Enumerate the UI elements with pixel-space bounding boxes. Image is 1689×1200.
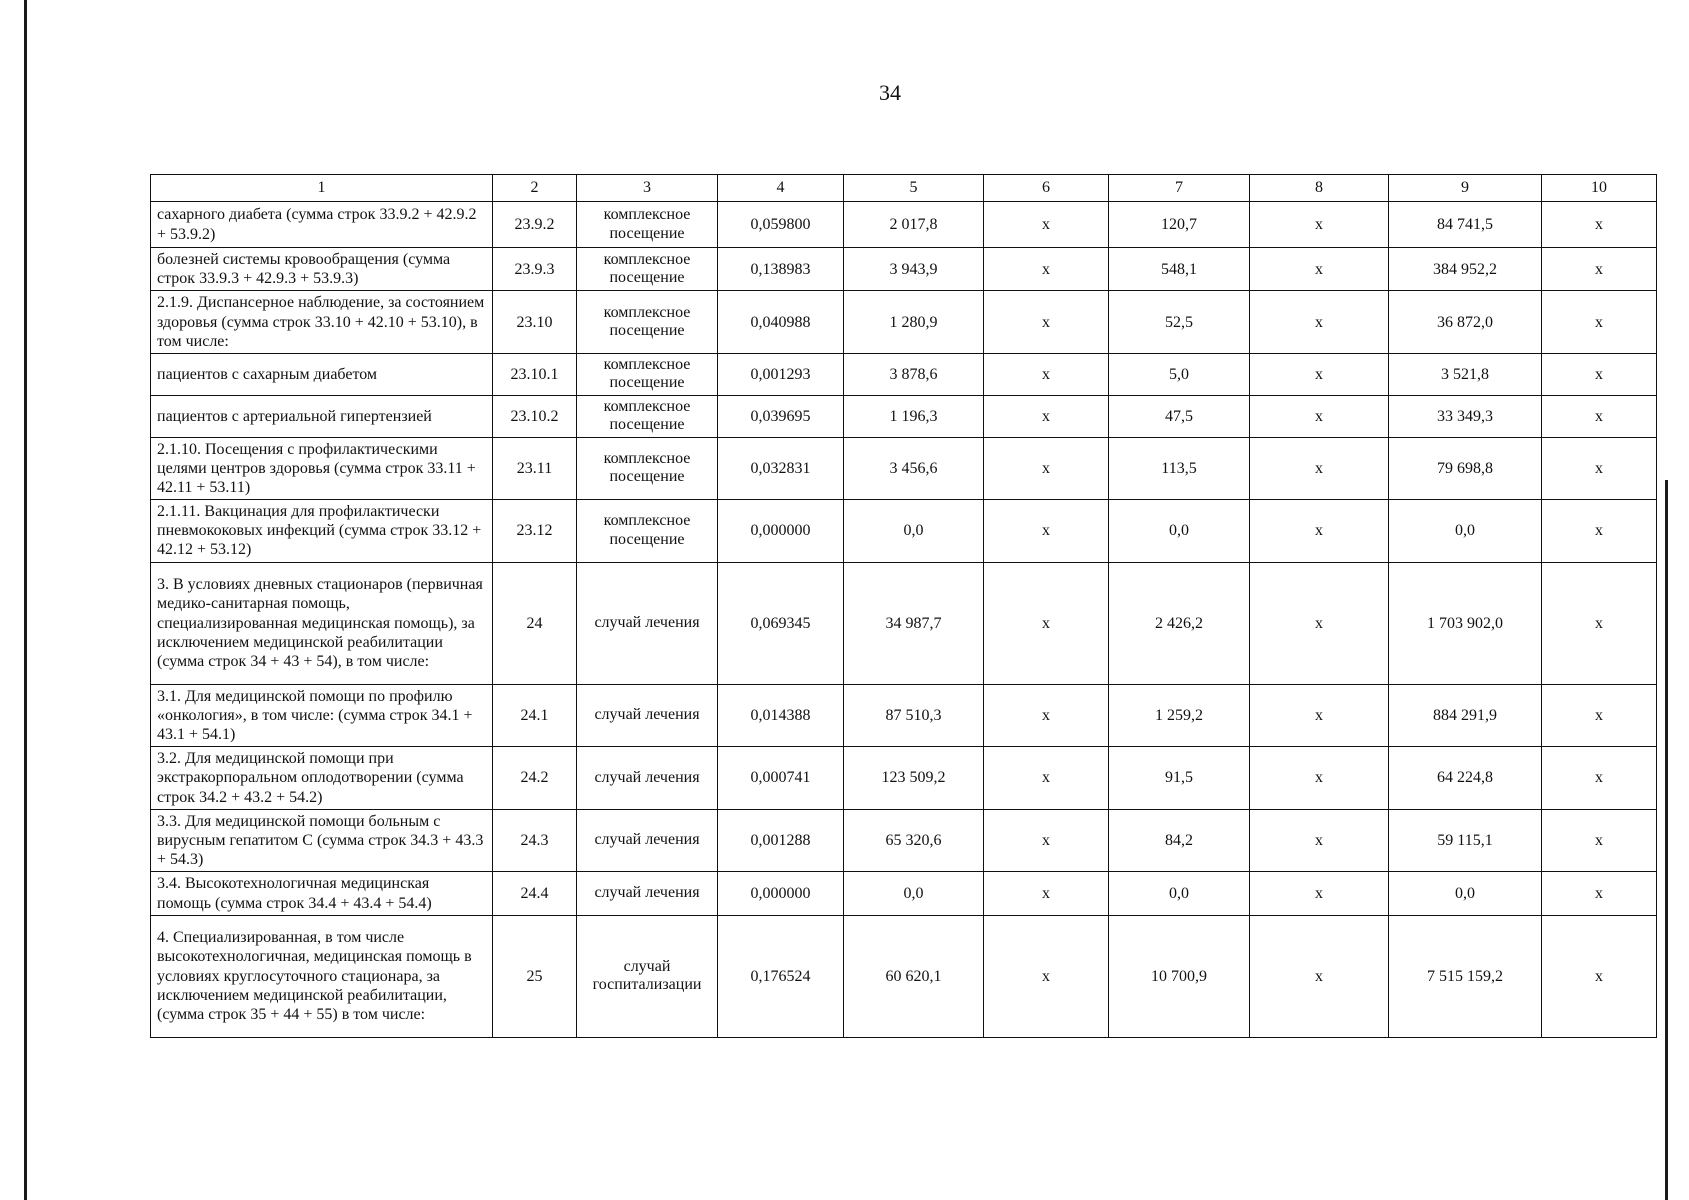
unit-cell: комплексное посещение bbox=[577, 291, 718, 354]
col-4-cell: 0,001288 bbox=[718, 809, 844, 872]
col-7-cell: 113,5 bbox=[1109, 437, 1250, 500]
col-6-cell: х bbox=[984, 437, 1109, 500]
col-8-cell: х bbox=[1250, 291, 1389, 354]
table-row bbox=[151, 395, 1657, 437]
col-10-cell: х bbox=[1542, 291, 1657, 354]
indicator-name-cell: 3.3. Для медицинской помощи больным с вирусным гепатитом С (сумма строк 34.3 + 43.3 + 54.3) bbox=[151, 809, 493, 872]
indicator-name-cell: 2.1.9. Диспансерное наблюдение, за состоянием здоровья (сумма строк 33.10 + 42.10 + 53.10), в том числе: bbox=[151, 291, 493, 354]
col-10-cell: х bbox=[1542, 395, 1657, 437]
indicator-name-cell: пациентов с артериальной гипертензией bbox=[151, 395, 493, 437]
page-number: 34 bbox=[879, 80, 901, 105]
col-5-cell: 60 620,1 bbox=[844, 915, 984, 1037]
unit-cell: случай лечения bbox=[577, 872, 718, 915]
col-5-cell: 123 509,2 bbox=[844, 747, 984, 810]
col-5-cell: 3 878,6 bbox=[844, 353, 984, 395]
header-cell: 8 bbox=[1250, 175, 1389, 202]
unit-cell: комплексное посещение bbox=[577, 248, 718, 291]
col-4-cell: 0,040988 bbox=[718, 291, 844, 354]
col-5-cell: 0,0 bbox=[844, 872, 984, 915]
row-code-cell: 25 bbox=[493, 915, 577, 1037]
table-row bbox=[151, 202, 1657, 248]
col-6-cell: х bbox=[984, 395, 1109, 437]
data-table bbox=[150, 174, 1657, 1038]
col-5-cell: 3 943,9 bbox=[844, 248, 984, 291]
col-9-cell: 59 115,1 bbox=[1389, 809, 1542, 872]
col-9-cell: 1 703 902,0 bbox=[1389, 562, 1542, 684]
col-7-cell: 52,5 bbox=[1109, 291, 1250, 354]
unit-cell: случай лечения bbox=[577, 562, 718, 684]
col-6-cell: х bbox=[984, 248, 1109, 291]
col-7-cell: 47,5 bbox=[1109, 395, 1250, 437]
col-8-cell: х bbox=[1250, 248, 1389, 291]
col-4-cell: 0,059800 bbox=[718, 202, 844, 248]
header-cell: 10 bbox=[1542, 175, 1657, 202]
row-code-cell: 24 bbox=[493, 562, 577, 684]
col-9-cell: 0,0 bbox=[1389, 872, 1542, 915]
table-row bbox=[151, 353, 1657, 395]
header-cell: 3 bbox=[577, 175, 718, 202]
col-8-cell: х bbox=[1250, 437, 1389, 500]
row-code-cell: 23.11 bbox=[493, 437, 577, 500]
unit-cell: случай лечения bbox=[577, 684, 718, 747]
indicator-name-cell: 3.4. Высокотехнологичная медицинская помощь (сумма строк 34.4 + 43.4 + 54.4) bbox=[151, 872, 493, 915]
col-9-cell: 79 698,8 bbox=[1389, 437, 1542, 500]
col-8-cell: х bbox=[1250, 809, 1389, 872]
col-10-cell: х bbox=[1542, 437, 1657, 500]
col-8-cell: х bbox=[1250, 202, 1389, 248]
header-row bbox=[151, 175, 1657, 202]
indicator-name-cell: сахарного диабета (сумма строк 33.9.2 + 42.9.2 + 53.9.2) bbox=[151, 202, 493, 248]
col-10-cell: х bbox=[1542, 809, 1657, 872]
unit-cell: комплексное посещение bbox=[577, 437, 718, 500]
indicator-name-cell: 4. Специализированная, в том числе высокотехнологичная, медицинская помощь в условиях круглосуточного стационара, за исключением медицинской реабилитации, (сумма строк 35 + 44 + 55) в том числе: bbox=[151, 915, 493, 1037]
header-cell: 7 bbox=[1109, 175, 1250, 202]
col-6-cell: х bbox=[984, 747, 1109, 810]
row-code-cell: 23.9.3 bbox=[493, 248, 577, 291]
col-9-cell: 884 291,9 bbox=[1389, 684, 1542, 747]
col-6-cell: х bbox=[984, 291, 1109, 354]
table-row bbox=[151, 915, 1657, 1037]
row-code-cell: 23.12 bbox=[493, 500, 577, 563]
row-code-cell: 24.2 bbox=[493, 747, 577, 810]
col-4-cell: 0,014388 bbox=[718, 684, 844, 747]
col-4-cell: 0,039695 bbox=[718, 395, 844, 437]
unit-cell: комплексное посещение bbox=[577, 395, 718, 437]
col-6-cell: х bbox=[984, 684, 1109, 747]
row-code-cell: 24.3 bbox=[493, 809, 577, 872]
col-6-cell: х bbox=[984, 562, 1109, 684]
scan-edge-left bbox=[24, 0, 27, 1200]
col-10-cell: х bbox=[1542, 500, 1657, 563]
col-5-cell: 65 320,6 bbox=[844, 809, 984, 872]
indicator-name-cell: 3. В условиях дневных стационаров (первичная медико-санитарная помощь, специализированная медицинская помощь), за исключением медицинской реабилитации (сумма строк 34 + 43 + 54), в том числе: bbox=[151, 562, 493, 684]
row-code-cell: 23.10.1 bbox=[493, 353, 577, 395]
unit-cell: комплексное посещение bbox=[577, 500, 718, 563]
row-code-cell: 24.1 bbox=[493, 684, 577, 747]
indicator-name-cell: 2.1.11. Вакцинация для профилактически пневмококовых инфекций (сумма строк 33.12 + 42.12 + 53.12) bbox=[151, 500, 493, 563]
table-row bbox=[151, 747, 1657, 810]
indicator-name-cell: болезней системы кровообращения (сумма строк 33.9.3 + 42.9.3 + 53.9.3) bbox=[151, 248, 493, 291]
header-cell: 2 bbox=[493, 175, 577, 202]
col-6-cell: х bbox=[984, 202, 1109, 248]
unit-cell: комплексное посещение bbox=[577, 202, 718, 248]
col-4-cell: 0,069345 bbox=[718, 562, 844, 684]
col-6-cell: х bbox=[984, 872, 1109, 915]
col-4-cell: 0,138983 bbox=[718, 248, 844, 291]
col-8-cell: х bbox=[1250, 747, 1389, 810]
col-8-cell: х bbox=[1250, 395, 1389, 437]
col-9-cell: 3 521,8 bbox=[1389, 353, 1542, 395]
col-8-cell: х bbox=[1250, 562, 1389, 684]
col-5-cell: 87 510,3 bbox=[844, 684, 984, 747]
indicator-name-cell: пациентов с сахарным диабетом bbox=[151, 353, 493, 395]
row-code-cell: 23.9.2 bbox=[493, 202, 577, 248]
unit-cell: случай лечения bbox=[577, 809, 718, 872]
col-9-cell: 84 741,5 bbox=[1389, 202, 1542, 248]
indicator-name-cell: 2.1.10. Посещения с профилактическими целями центров здоровья (сумма строк 33.11 + 42.11 + 53.11) bbox=[151, 437, 493, 500]
col-5-cell: 2 017,8 bbox=[844, 202, 984, 248]
col-10-cell: х bbox=[1542, 684, 1657, 747]
col-9-cell: 33 349,3 bbox=[1389, 395, 1542, 437]
table-row bbox=[151, 809, 1657, 872]
col-6-cell: х bbox=[984, 500, 1109, 563]
col-5-cell: 3 456,6 bbox=[844, 437, 984, 500]
table-row bbox=[151, 500, 1657, 563]
col-7-cell: 120,7 bbox=[1109, 202, 1250, 248]
table-row bbox=[151, 562, 1657, 684]
col-7-cell: 548,1 bbox=[1109, 248, 1250, 291]
col-8-cell: х bbox=[1250, 500, 1389, 563]
header-cell: 5 bbox=[844, 175, 984, 202]
col-7-cell: 2 426,2 bbox=[1109, 562, 1250, 684]
col-5-cell: 1 280,9 bbox=[844, 291, 984, 354]
table-row bbox=[151, 291, 1657, 354]
col-4-cell: 0,032831 bbox=[718, 437, 844, 500]
col-8-cell: х bbox=[1250, 872, 1389, 915]
col-7-cell: 1 259,2 bbox=[1109, 684, 1250, 747]
col-4-cell: 0,000741 bbox=[718, 747, 844, 810]
unit-cell: случай госпитализации bbox=[577, 915, 718, 1037]
col-10-cell: х bbox=[1542, 353, 1657, 395]
header-cell: 4 bbox=[718, 175, 844, 202]
col-5-cell: 1 196,3 bbox=[844, 395, 984, 437]
row-code-cell: 23.10 bbox=[493, 291, 577, 354]
col-8-cell: х bbox=[1250, 915, 1389, 1037]
row-code-cell: 24.4 bbox=[493, 872, 577, 915]
col-6-cell: х bbox=[984, 809, 1109, 872]
col-7-cell: 0,0 bbox=[1109, 872, 1250, 915]
col-9-cell: 7 515 159,2 bbox=[1389, 915, 1542, 1037]
unit-cell: комплексное посещение bbox=[577, 353, 718, 395]
col-9-cell: 0,0 bbox=[1389, 500, 1542, 563]
col-8-cell: х bbox=[1250, 353, 1389, 395]
col-5-cell: 0,0 bbox=[844, 500, 984, 563]
unit-cell: случай лечения bbox=[577, 747, 718, 810]
col-7-cell: 10 700,9 bbox=[1109, 915, 1250, 1037]
col-7-cell: 0,0 bbox=[1109, 500, 1250, 563]
row-code-cell: 23.10.2 bbox=[493, 395, 577, 437]
col-10-cell: х bbox=[1542, 915, 1657, 1037]
col-8-cell: х bbox=[1250, 684, 1389, 747]
col-9-cell: 384 952,2 bbox=[1389, 248, 1542, 291]
col-4-cell: 0,001293 bbox=[718, 353, 844, 395]
col-4-cell: 0,176524 bbox=[718, 915, 844, 1037]
col-6-cell: х bbox=[984, 353, 1109, 395]
col-9-cell: 36 872,0 bbox=[1389, 291, 1542, 354]
col-6-cell: х bbox=[984, 915, 1109, 1037]
col-10-cell: х bbox=[1542, 202, 1657, 248]
col-7-cell: 91,5 bbox=[1109, 747, 1250, 810]
table-row bbox=[151, 437, 1657, 500]
table-row bbox=[151, 684, 1657, 747]
header-cell: 9 bbox=[1389, 175, 1542, 202]
col-4-cell: 0,000000 bbox=[718, 872, 844, 915]
table-row bbox=[151, 872, 1657, 915]
col-5-cell: 34 987,7 bbox=[844, 562, 984, 684]
col-10-cell: х bbox=[1542, 562, 1657, 684]
indicator-name-cell: 3.1. Для медицинской помощи по профилю «онкология», в том числе: (сумма строк 34.1 + 43.1 + 54.1) bbox=[151, 684, 493, 747]
table-row bbox=[151, 248, 1657, 291]
col-4-cell: 0,000000 bbox=[718, 500, 844, 563]
header-cell: 6 bbox=[984, 175, 1109, 202]
col-10-cell: х bbox=[1542, 248, 1657, 291]
col-10-cell: х bbox=[1542, 747, 1657, 810]
col-10-cell: х bbox=[1542, 872, 1657, 915]
col-9-cell: 64 224,8 bbox=[1389, 747, 1542, 810]
col-7-cell: 84,2 bbox=[1109, 809, 1250, 872]
header-cell: 1 bbox=[151, 175, 493, 202]
indicator-name-cell: 3.2. Для медицинской помощи при экстракорпоральном оплодотворении (сумма строк 34.2 + 43.2 + 54.2) bbox=[151, 747, 493, 810]
col-7-cell: 5,0 bbox=[1109, 353, 1250, 395]
scan-edge-right bbox=[1665, 480, 1668, 1200]
